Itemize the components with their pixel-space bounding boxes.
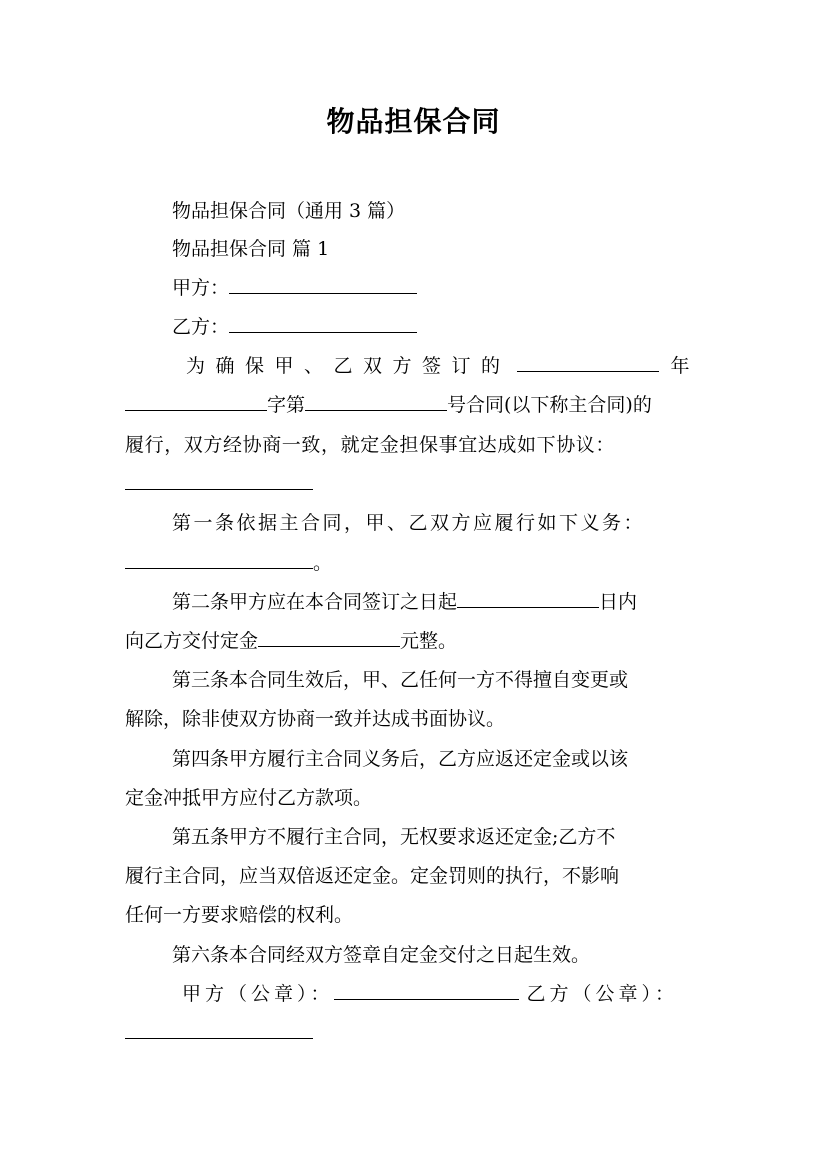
article-1-blank-line [125, 545, 705, 581]
intro-agreement-blank [125, 469, 313, 490]
article-2-line-1 [172, 584, 705, 620]
sign-a-label: 甲方（公章）： [182, 983, 334, 1005]
intro-line-3: 履行，双方经协商一致，就定金担保事宜达成如下协议： [125, 434, 616, 456]
party-b-label: 乙方： [172, 316, 230, 338]
sign-a-blank [334, 979, 519, 1000]
intro-text-1-end: 年 [670, 355, 690, 377]
article-2-text-b-end: 元整。 [400, 630, 458, 652]
article-2-line-2 [125, 623, 705, 659]
intro-text-2b: 号合同(以下称主合同)的 [447, 394, 652, 416]
contract-prefix-blank [125, 390, 267, 411]
article-3-line-1: 第三条本合同生效后，甲、乙任何一方不得擅自变更或 [172, 669, 629, 691]
article-5-line-2: 履行主合同，应当双倍返还定金。定金罚则的执行，不影响 [125, 865, 620, 887]
article-1: 第一条依据主合同，甲、乙双方应履行如下义务： [172, 512, 646, 534]
article-1-blank [125, 548, 313, 569]
sign-b-label: 乙方（公章）： [526, 983, 679, 1005]
party-a-label: 甲方： [172, 277, 230, 299]
article-3-line-2: 解除，除非使双方协商一致并达成书面协议。 [125, 708, 506, 730]
article-2-text-a-end: 日内 [599, 591, 638, 613]
article-5-line-1: 第五条甲方不履行主合同，无权要求返还定金;乙方不 [172, 826, 616, 848]
party-b-blank [229, 312, 417, 333]
article-2-amount-blank [258, 626, 400, 647]
intro-line-1 [186, 348, 705, 384]
sign-b-blank [125, 1018, 313, 1039]
contract-date-blank [517, 351, 659, 372]
article-6: 第六条本合同经双方签章自定金交付之日起生效。 [172, 944, 591, 966]
article-4-line-2: 定金冲抵甲方应付乙方款项。 [125, 787, 373, 809]
intro-blank-line [125, 466, 705, 502]
document-title: 物品担保合同 [326, 105, 501, 138]
party-a-line [172, 270, 705, 306]
intro-line-2 [125, 387, 705, 423]
article-4-line-1: 第四条甲方履行主合同义务后，乙方应返还定金或以该 [172, 748, 629, 770]
intro-text-2a: 字第 [267, 394, 306, 416]
party-b-line [172, 309, 705, 345]
contract-number-blank [305, 390, 447, 411]
article-2-days-blank [457, 587, 599, 608]
article-5-line-3: 任何一方要求赔偿的权利。 [125, 904, 354, 926]
intro-text-1: 为确保甲、乙双方签订的 [186, 355, 511, 377]
signature-line [182, 976, 705, 1012]
signature-blank-line [125, 1015, 705, 1051]
party-a-blank [229, 273, 417, 294]
article-2-text-a: 第二条甲方应在本合同签订之日起 [172, 591, 458, 613]
section-heading: 物品担保合同 篇 1 [172, 238, 330, 260]
article-2-text-b: 向乙方交付定金 [125, 630, 259, 652]
subtitle: 物品担保合同（通用 3 篇） [172, 200, 406, 222]
article-1-end: 。 [313, 552, 333, 574]
